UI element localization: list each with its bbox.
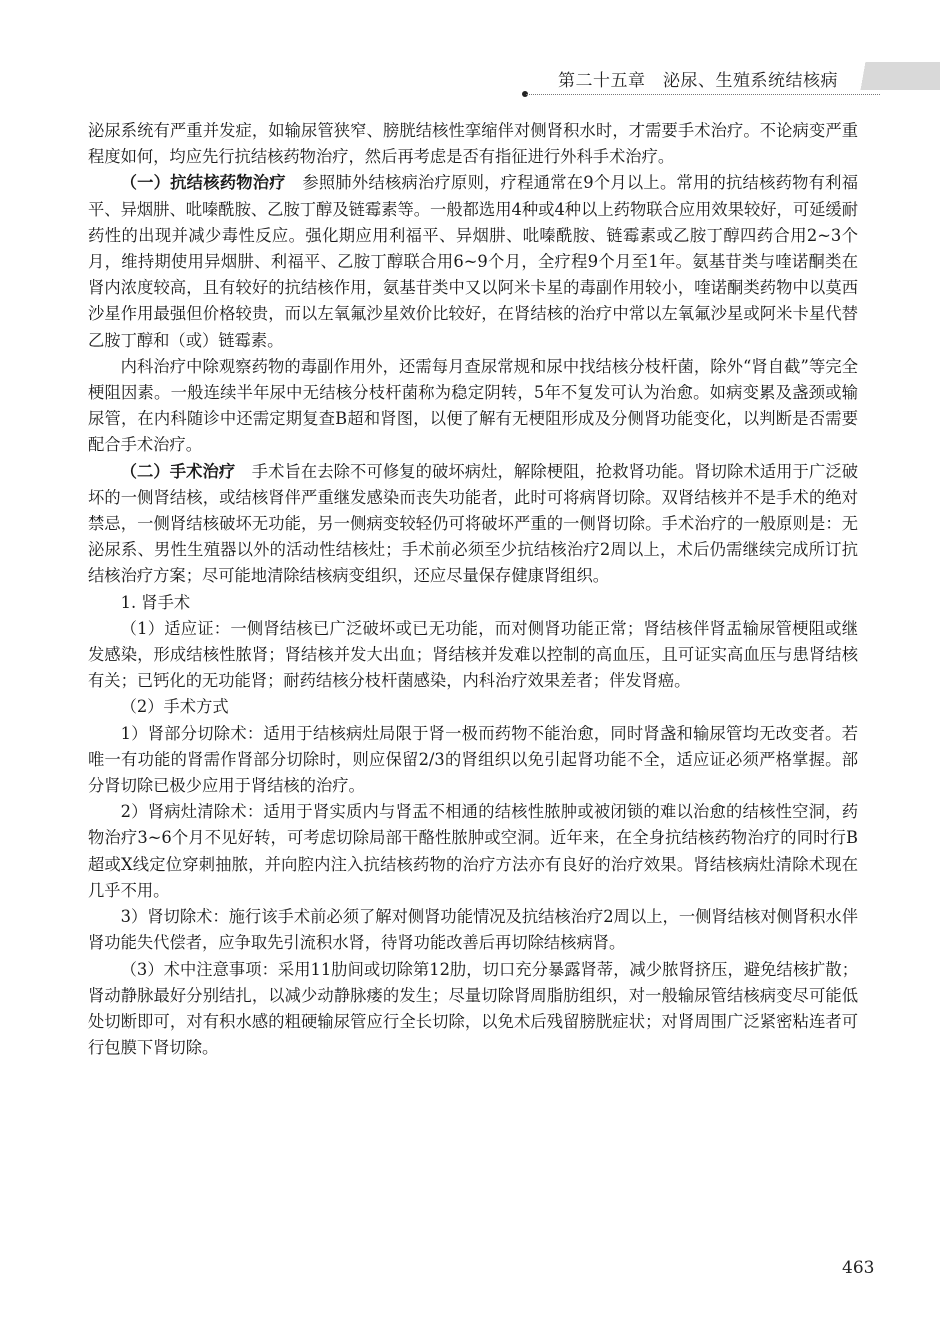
paragraph-medical-followup: 内科治疗中除观察药物的毒副作用外，还需每月查尿常规和尿中找结核分枝杆菌，除外“肾自截”等完全梗阻因素。一般连续半年尿中无结核分枝杆菌称为稳定阴转，5年不复发可认为治愈。如病变累及盏颈或输尿管，在内科随诊中还需定期复查B超和肾图，以便了解有无梗阻形成及分侧肾功能变化，以判断是否需要配合手术治疗。	[88, 356, 858, 455]
section-surgery	[88, 459, 858, 590]
paragraph-lesion-clearance: 2）肾病灶清除术：适用于肾实质内与肾盂不相通的结核性脓肿或被闭锁的难以治愈的结核性空洞，药物治疗3~6个月不见好转，可考虑切除局部干酪性脓肿或空洞。近年来，在全身抗结核药物治疗的同时行B超或X线定位穿刺抽脓，并向腔内注入抗结核药物的治疗方法亦有良好的治疗效果。肾结核病灶清除术现在几乎不用。	[88, 802, 858, 900]
page-number: 463	[842, 1258, 875, 1278]
header-dotted-rule	[526, 94, 880, 95]
header-decorative-bar	[848, 62, 940, 90]
section-heading-drug-therapy: （一）抗结核药物治疗	[120, 173, 286, 193]
paragraph-intraoperative-notes: （3）术中注意事项：采用11肋间或切除第12肋，切口充分暴露肾蒂，减少脓肾挤压，避免结核扩散；肾动静脉最好分别结扎，以减少动静脉瘘的发生；尽量切除肾周脂肪组织，对一般输尿管结核病变尽可能低处切断即可，对有积水感的粗硬输尿管应行全长切除，以免术后残留膀胱症状；对肾周围广泛紧密粘连者可行包膜下肾切除。	[88, 959, 858, 1058]
section-text-surgery: 手术旨在去除不可修复的破坏病灶，解除梗阻，抢救肾功能。肾切除术适用于广泛破坏的一侧肾结核，或结核肾伴严重继发感染而丧失功能者，此时可将病肾切除。双肾结核并不是手术的绝对禁忌，一侧肾结核破坏无功能，另一侧病变较轻仍可将破坏严重的一侧肾切除。手术治疗的一般原则是：无泌尿系、男性生殖器以外的活动性结核灶；手术前必须至少抗结核治疗2周以上，术后仍需继续完成所订抗结核治疗方案；尽可能地清除结核病变组织，还应尽量保存健康肾组织。	[88, 461, 858, 586]
chapter-title: 第二十五章 泌尿、生殖系统结核病	[558, 71, 838, 91]
paragraph-continuation: 泌尿系统有严重并发症，如输尿管狭窄、膀胱结核性挛缩伴对侧肾积水时，才需要手术治疗。不论病变严重程度如何，均应先行抗结核药物治疗，然后再考虑是否有指征进行外科手术治疗。	[88, 121, 858, 167]
subheading-surgery-methods: （2）手术方式	[120, 697, 229, 717]
paragraph-partial-nephrectomy: 1）肾部分切除术：适用于结核病灶局限于肾一极而药物不能治愈，同时肾盏和输尿管均无改变者。若唯一有功能的肾需作肾部分切除时，则应保留2/3的肾组织以免引起肾功能不全，适应证必须严格掌握。部分肾切除已极少应用于肾结核的治疗。	[88, 723, 858, 796]
paragraph-indications: （1）适应证：一侧肾结核已广泛破坏或已无功能，而对侧肾功能正常；肾结核伴肾盂输尿管梗阻或继发感染，形成结核性脓肾；肾结核并发大出血；肾结核并发难以控制的高血压，且可证实高血压与患肾结核有关；已钙化的无功能肾；耐药结核分枝杆菌感染，内科治疗效果差者；伴发肾癌。	[88, 618, 858, 691]
page-body	[88, 118, 858, 1061]
paragraph-nephrectomy: 3）肾切除术：施行该手术前必须了解对侧肾功能情况及抗结核治疗2周以上，一侧肾结核对侧肾积水伴肾功能失代偿者，应争取先引流积水肾，待肾功能改善后再切除结核病肾。	[88, 907, 858, 953]
subheading-kidney-surgery: 1. 肾手术	[120, 592, 191, 612]
section-heading-surgery: （二）手术治疗	[120, 461, 236, 481]
section-text-drug-therapy: 参照肺外结核病治疗原则，疗程通常在9个月以上。常用的抗结核药物有利福平、异烟肼、吡嗪酰胺、乙胺丁醇及链霉素等。一般都选用4种或4种以上药物联合应用效果较好，可延缓耐药性的出现并减少毒性反应。强化期应用利福平、异烟肼、吡嗪酰胺、链霉素或乙胺丁醇四药合用2~3个月，维持期使用异烟肼、利福平、乙胺丁醇联合用6~9个月，全疗程9个月至1年。氨基苷类与喹诺酮类在肾内浓度较高，且有较好的抗结核作用，氨基苷类中又以阿米卡星的毒副作用较小，喹诺酮类药物中以莫西沙星作用最强但价格较贵，而以左氧氟沙星效价比较好，在肾结核的治疗中常以左氧氟沙星或阿米卡星代替乙胺丁醇和（或）链霉素。	[88, 173, 858, 350]
running-header	[520, 62, 940, 96]
section-drug-therapy	[88, 170, 858, 353]
